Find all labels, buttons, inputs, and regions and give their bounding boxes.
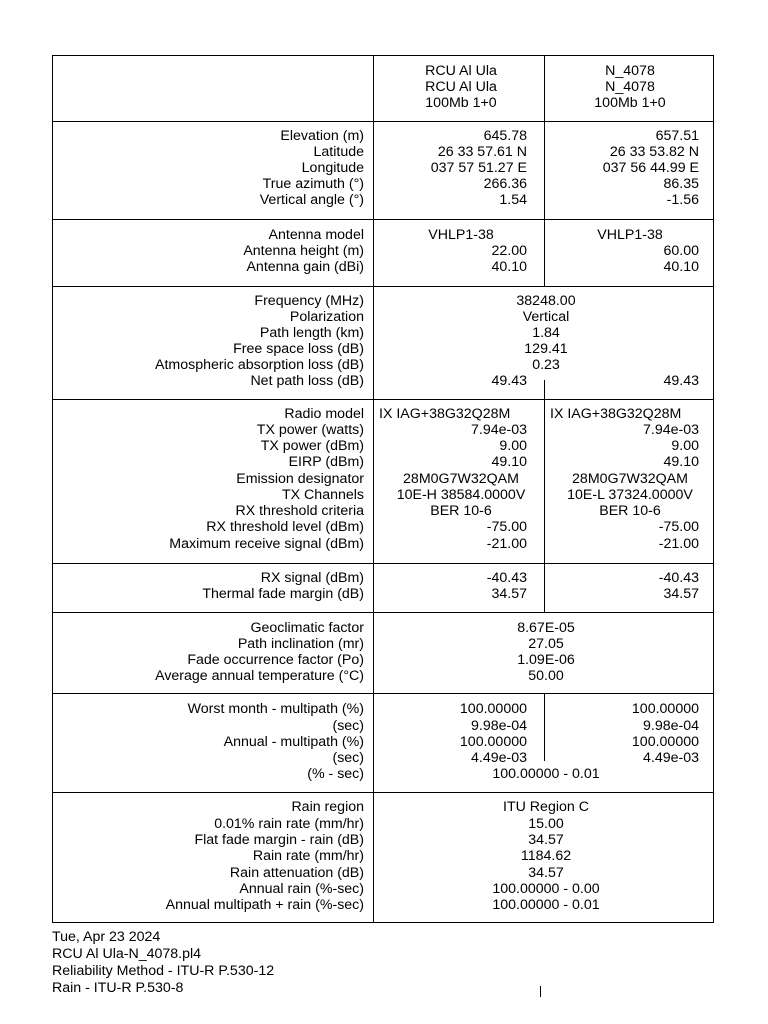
site1-capacity: 100Mb 1+0	[425, 95, 497, 111]
site1-rx-threshold-criteria: BER 10-6	[430, 503, 492, 519]
site2-vertical-angle: -1.56	[666, 192, 699, 208]
frequency-value: 38248.00	[516, 293, 576, 309]
label-vertical-angle: Vertical angle (°)	[259, 192, 364, 208]
label-antenna-model: Antenna model	[268, 227, 364, 243]
label-fade-occurrence-factor: Fade occurrence factor (Po)	[187, 652, 364, 668]
site1-eirp: 49.10	[491, 454, 527, 470]
column-divider	[544, 563, 545, 612]
label-eirp: EIRP (dBm)	[288, 454, 364, 470]
site2-elevation: 657.51	[655, 128, 699, 144]
section-divider	[53, 286, 713, 287]
section-divider	[53, 792, 713, 793]
label-rain-rate: Rain rate (mm/hr)	[252, 848, 364, 864]
section-divider	[53, 563, 713, 564]
label-rain-rate-001: 0.01% rain rate (mm/hr)	[214, 816, 364, 832]
label-atmospheric-loss: Atmospheric absorption loss (dB)	[155, 357, 364, 373]
site2-emission-designator: 28M0G7W32QAM	[572, 471, 688, 487]
site1-antenna-height: 22.00	[491, 243, 527, 259]
site1-elevation: 645.78	[483, 128, 527, 144]
site1-true-azimuth: 266.36	[483, 176, 527, 192]
site2-net-path-loss: 49.43	[663, 373, 699, 389]
multipath-combined-value: 100.00000 - 0.01	[492, 766, 600, 782]
site1-worst-month-multipath: 100.00000	[459, 701, 527, 717]
site2-worst-month-sec: 9.98e-04	[642, 718, 699, 734]
label-emission-designator: Emission designator	[236, 471, 364, 487]
site2-eirp: 49.10	[663, 454, 699, 470]
fade-occurrence-factor-value: 1.09E-06	[517, 652, 575, 668]
label-annual-multipath-rain: Annual multipath + rain (%-sec)	[165, 897, 364, 913]
site2-annual-sec: 4.49e-03	[642, 750, 699, 766]
label-annual-sec: (sec)	[332, 750, 364, 766]
geoclimatic-factor-value: 8.67E-05	[517, 620, 575, 636]
site2-max-receive-signal: -21.00	[658, 536, 699, 552]
site1-antenna-model: VHLP1-38	[428, 227, 494, 243]
site2-tx-power-watts: 7.94e-03	[642, 422, 699, 438]
label-worst-month-sec: (sec)	[332, 718, 364, 734]
column-divider	[544, 693, 545, 761]
free-space-loss-value: 129.41	[524, 341, 568, 357]
section-divider	[53, 693, 713, 694]
site1-annual-multipath: 100.00000	[459, 734, 527, 750]
atmospheric-loss-value: 0.23	[532, 357, 560, 373]
label-average-annual-temperature: Average annual temperature (°C)	[155, 668, 364, 684]
label-radio-model: Radio model	[284, 406, 364, 422]
site1-tx-power-watts: 7.94e-03	[470, 422, 527, 438]
label-rain-region: Rain region	[291, 799, 364, 815]
site1-net-path-loss: 49.43	[491, 373, 527, 389]
section-divider	[53, 121, 713, 122]
site1-max-receive-signal: -21.00	[486, 536, 527, 552]
label-worst-month-multipath: Worst month - multipath (%)	[187, 701, 364, 717]
rain-rate-value: 1184.62	[520, 848, 572, 864]
site2-worst-month-multipath: 100.00000	[631, 701, 699, 717]
rain-attenuation-value: 34.57	[528, 865, 564, 881]
label-frequency: Frequency (MHz)	[254, 293, 364, 309]
label-annual-multipath: Annual - multipath (%)	[223, 734, 364, 750]
site1-annual-sec: 4.49e-03	[470, 750, 527, 766]
site1-emission-designator: 28M0G7W32QAM	[403, 471, 519, 487]
label-longitude: Longitude	[301, 160, 364, 176]
path-inclination-value: 27.05	[528, 636, 564, 652]
report-filename: RCU Al Ula-N_4078.pl4	[52, 946, 202, 962]
label-thermal-fade-margin: Thermal fade margin (dB)	[202, 586, 364, 602]
site2-radio-model: IX IAG+38G32Q28M	[550, 406, 682, 422]
site2-antenna-model: VHLP1-38	[597, 227, 663, 243]
site2-antenna-height: 60.00	[663, 243, 699, 259]
site1-rx-threshold-level: -75.00	[486, 519, 527, 535]
annual-multipath-rain-value: 100.00000 - 0.01	[492, 897, 600, 913]
site2-antenna-gain: 40.10	[663, 259, 699, 275]
column-divider	[544, 380, 545, 399]
site1-tx-power-dbm: 9.00	[499, 438, 527, 454]
path-length-value: 1.84	[532, 325, 560, 341]
label-true-azimuth: True azimuth (°)	[262, 176, 364, 192]
site2-rx-threshold-criteria: BER 10-6	[599, 503, 661, 519]
column-divider	[373, 56, 374, 923]
label-geoclimatic-factor: Geoclimatic factor	[250, 620, 364, 636]
label-net-path-loss: Net path loss (dB)	[250, 373, 364, 389]
polarization-value: Vertical	[522, 309, 570, 325]
site2-tx-power-dbm: 9.00	[671, 438, 699, 454]
site1-tx-channels: 10E-H 38584.0000V	[396, 487, 526, 503]
label-polarization: Polarization	[289, 309, 364, 325]
site2-name-2: N_4078	[605, 79, 655, 95]
section-divider	[53, 612, 713, 613]
label-antenna-gain: Antenna gain (dBi)	[246, 259, 364, 275]
label-annual-rain: Annual rain (%-sec)	[239, 881, 364, 897]
site1-worst-month-sec: 9.98e-04	[470, 718, 527, 734]
site2-true-azimuth: 86.35	[663, 176, 699, 192]
rain-method: Rain - ITU-R P.530-8	[52, 980, 184, 996]
link-report-table	[52, 55, 714, 923]
page-mark	[540, 986, 541, 997]
site2-thermal-fade-margin: 34.57	[663, 586, 699, 602]
label-path-length: Path length (km)	[259, 325, 364, 341]
site2-latitude: 26 33 53.82 N	[609, 144, 699, 160]
rain-region-value: ITU Region C	[503, 799, 589, 815]
label-rx-threshold-criteria: RX threshold criteria	[235, 503, 364, 519]
site2-capacity: 100Mb 1+0	[594, 95, 666, 111]
section-divider	[53, 219, 713, 220]
site1-vertical-angle: 1.54	[499, 192, 527, 208]
average-annual-temperature-value: 50.00	[528, 668, 564, 684]
label-flat-fade-margin-rain: Flat fade margin - rain (dB)	[194, 832, 364, 848]
label-latitude: Latitude	[313, 144, 364, 160]
label-rain-attenuation: Rain attenuation (dB)	[229, 865, 364, 881]
label-free-space-loss: Free space loss (dB)	[233, 341, 364, 357]
column-divider	[544, 121, 545, 219]
label-rx-signal: RX signal (dBm)	[260, 570, 364, 586]
label-tx-channels: TX Channels	[281, 487, 364, 503]
site1-radio-model: IX IAG+38G32Q28M	[379, 406, 511, 422]
label-percent-sec: (% - sec)	[307, 766, 364, 782]
reliability-method: Reliability Method - ITU-R P.530-12	[52, 963, 275, 979]
site1-thermal-fade-margin: 34.57	[491, 586, 527, 602]
site2-annual-multipath: 100.00000	[631, 734, 699, 750]
site2-rx-signal: -40.43	[658, 570, 699, 586]
label-tx-power-dbm: TX power (dBm)	[260, 438, 364, 454]
site1-name-2: RCU Al Ula	[425, 79, 497, 95]
rain-rate-001-value: 15.00	[528, 816, 564, 832]
report-date: Tue, Apr 23 2024	[52, 929, 161, 945]
site2-longitude: 037 56 44.99 E	[602, 160, 699, 176]
site1-rx-signal: -40.43	[486, 570, 527, 586]
site2-rx-threshold-level: -75.00	[658, 519, 699, 535]
site1-antenna-gain: 40.10	[491, 259, 527, 275]
flat-fade-margin-rain-value: 34.57	[528, 832, 564, 848]
site1-latitude: 26 33 57.61 N	[437, 144, 527, 160]
site2-tx-channels: 10E-L 37324.0000V	[567, 487, 693, 503]
label-max-receive-signal: Maximum receive signal (dBm)	[169, 536, 364, 552]
label-path-inclination: Path inclination (mr)	[237, 636, 364, 652]
site2-name: N_4078	[605, 63, 655, 79]
site1-name: RCU Al Ula	[425, 63, 497, 79]
site1-longitude: 037 57 51.27 E	[430, 160, 527, 176]
report-footer	[52, 929, 274, 997]
label-rx-threshold-level: RX threshold level (dBm)	[206, 519, 364, 535]
section-divider	[53, 399, 713, 400]
annual-rain-value: 100.00000 - 0.00	[492, 881, 600, 897]
label-tx-power-watts: TX power (watts)	[256, 422, 364, 438]
label-elevation: Elevation (m)	[280, 128, 364, 144]
label-antenna-height: Antenna height (m)	[243, 243, 364, 259]
